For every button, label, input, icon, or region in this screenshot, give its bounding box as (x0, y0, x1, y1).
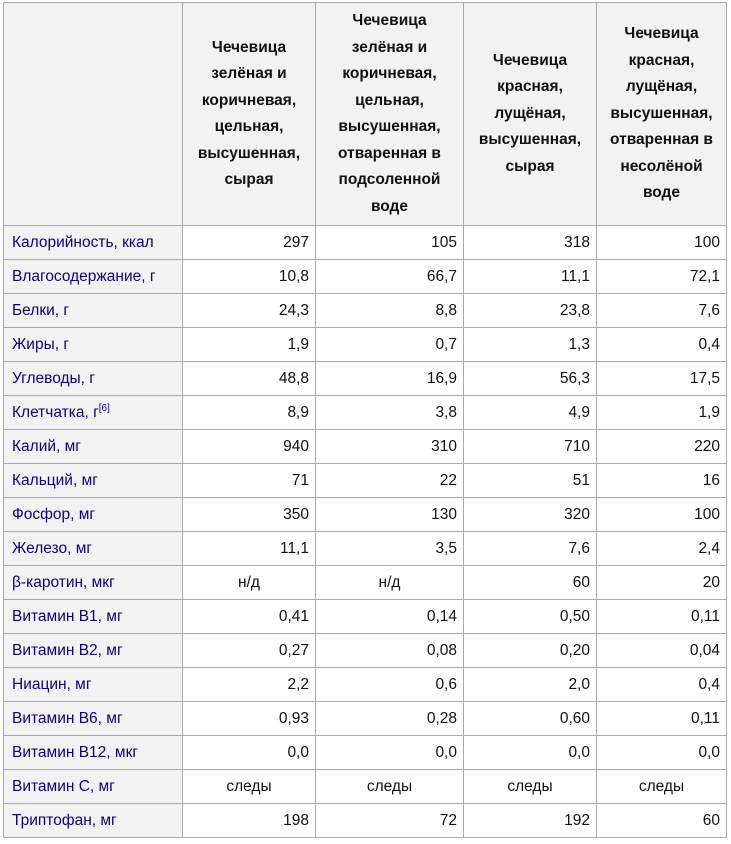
value-cell: 24,3 (183, 294, 316, 328)
value-cell: 1,3 (464, 328, 597, 362)
row-label-text[interactable]: Калорийность, ккал (12, 233, 154, 251)
row-label-text[interactable]: Калий, мг (12, 437, 81, 455)
value-cell: 1,9 (183, 328, 316, 362)
row-label[interactable] (4, 600, 183, 634)
row-label[interactable] (4, 498, 183, 532)
row-label[interactable] (4, 566, 183, 600)
value-cell: 0,20 (464, 634, 597, 668)
value-cell: следы (316, 770, 464, 804)
row-label-text[interactable]: Триптофан, мг (12, 811, 117, 829)
value-cell: 105 (316, 226, 464, 260)
value-cell: 4,9 (464, 396, 597, 430)
value-cell: 100 (597, 498, 727, 532)
table-row (4, 226, 727, 260)
value-cell: 0,0 (464, 736, 597, 770)
row-label-text[interactable]: Витамин C, мг (12, 777, 115, 795)
value-cell: н/д (316, 566, 464, 600)
table-row (4, 702, 727, 736)
value-cell: 3,8 (316, 396, 464, 430)
value-cell: 3,5 (316, 532, 464, 566)
value-cell: 100 (597, 226, 727, 260)
value-cell: 72,1 (597, 260, 727, 294)
value-cell: 297 (183, 226, 316, 260)
row-label-text[interactable]: Витамин B1, мг (12, 607, 123, 625)
value-cell: 8,8 (316, 294, 464, 328)
value-cell: 2,2 (183, 668, 316, 702)
row-label[interactable] (4, 396, 183, 430)
value-cell: 320 (464, 498, 597, 532)
row-label[interactable] (4, 770, 183, 804)
value-cell: 11,1 (464, 260, 597, 294)
value-cell: следы (183, 770, 316, 804)
row-label-text[interactable]: Влагосодержание, г (12, 267, 156, 285)
value-cell: 318 (464, 226, 597, 260)
value-cell: 0,11 (597, 702, 727, 736)
table-body (4, 226, 727, 838)
row-label-text[interactable]: Жиры, г (12, 335, 69, 353)
value-cell: 940 (183, 430, 316, 464)
value-cell: 0,60 (464, 702, 597, 736)
value-cell: 0,04 (597, 634, 727, 668)
reference-link[interactable]: [6] (98, 402, 110, 414)
value-cell: 16 (597, 464, 727, 498)
value-cell: 11,1 (183, 532, 316, 566)
value-cell: 0,4 (597, 668, 727, 702)
header-corner-cell (4, 3, 183, 226)
value-cell: 71 (183, 464, 316, 498)
row-label[interactable] (4, 362, 183, 396)
table-row (4, 736, 727, 770)
value-cell: 0,0 (183, 736, 316, 770)
value-cell: 192 (464, 804, 597, 838)
table-row (4, 260, 727, 294)
row-label[interactable] (4, 702, 183, 736)
table-row (4, 600, 727, 634)
row-label-text[interactable]: Витамин B12, мкг (12, 743, 139, 761)
row-label[interactable] (4, 634, 183, 668)
header-red-raw: Чечевица красная, лущёная, высушенная, сырая (464, 3, 597, 226)
value-cell: 0,27 (183, 634, 316, 668)
value-cell: 1,9 (597, 396, 727, 430)
value-cell: 198 (183, 804, 316, 838)
row-label[interactable] (4, 328, 183, 362)
row-label[interactable] (4, 532, 183, 566)
value-cell: 0,41 (183, 600, 316, 634)
value-cell: 17,5 (597, 362, 727, 396)
table-row (4, 498, 727, 532)
value-cell: 0,7 (316, 328, 464, 362)
value-cell: 0,0 (316, 736, 464, 770)
table-row (4, 770, 727, 804)
value-cell: н/д (183, 566, 316, 600)
row-label[interactable] (4, 260, 183, 294)
row-label-text[interactable]: Белки, г (12, 301, 70, 319)
value-cell: 56,3 (464, 362, 597, 396)
header-red-boiled: Чечевица красная, лущёная, высушенная, отваренная в несолёной воде (597, 3, 727, 226)
value-cell: 0,6 (316, 668, 464, 702)
value-cell: 0,4 (597, 328, 727, 362)
value-cell: следы (597, 770, 727, 804)
row-label[interactable] (4, 464, 183, 498)
table-row (4, 430, 727, 464)
table-row (4, 328, 727, 362)
value-cell: 60 (597, 804, 727, 838)
value-cell: следы (464, 770, 597, 804)
value-cell: 60 (464, 566, 597, 600)
table-row (4, 804, 727, 838)
value-cell: 0,11 (597, 600, 727, 634)
value-cell: 22 (316, 464, 464, 498)
value-cell: 130 (316, 498, 464, 532)
row-label-text[interactable]: Фосфор, мг (12, 505, 96, 523)
value-cell: 0,50 (464, 600, 597, 634)
row-label-text[interactable]: Железо, мг (12, 539, 93, 557)
row-label[interactable] (4, 294, 183, 328)
value-cell: 8,9 (183, 396, 316, 430)
row-label-text[interactable]: Витамин B6, мг (12, 709, 123, 727)
value-cell: 0,14 (316, 600, 464, 634)
row-label[interactable] (4, 804, 183, 838)
nutrition-table (3, 2, 727, 838)
value-cell: 7,6 (464, 532, 597, 566)
table-row (4, 396, 727, 430)
table-row (4, 566, 727, 600)
value-cell: 2,4 (597, 532, 727, 566)
value-cell: 20 (597, 566, 727, 600)
row-label[interactable] (4, 668, 183, 702)
value-cell: 23,8 (464, 294, 597, 328)
value-cell: 220 (597, 430, 727, 464)
value-cell: 51 (464, 464, 597, 498)
value-cell: 66,7 (316, 260, 464, 294)
table-row (4, 464, 727, 498)
table-row (4, 668, 727, 702)
value-cell: 310 (316, 430, 464, 464)
row-label[interactable] (4, 226, 183, 260)
value-cell: 710 (464, 430, 597, 464)
table-header (4, 3, 727, 226)
table-row (4, 634, 727, 668)
value-cell: 16,9 (316, 362, 464, 396)
row-label[interactable] (4, 736, 183, 770)
value-cell: 2,0 (464, 668, 597, 702)
row-label-text[interactable]: Кальций, мг (12, 471, 98, 489)
value-cell: 0,93 (183, 702, 316, 736)
row-label-text[interactable]: β-каротин, мкг (12, 573, 115, 591)
header-green-brown-raw: Чечевица зелёная и коричневая, цельная, высушенная, сырая (183, 3, 316, 226)
header-green-brown-boiled: Чечевица зелёная и коричневая, цельная, высушенная, отваренная в подсоленной воде (316, 3, 464, 226)
row-label-text[interactable]: Клетчатка, г (12, 403, 99, 421)
value-cell: 10,8 (183, 260, 316, 294)
value-cell: 350 (183, 498, 316, 532)
value-cell: 0,28 (316, 702, 464, 736)
table-row (4, 362, 727, 396)
value-cell: 0,0 (597, 736, 727, 770)
table-row (4, 294, 727, 328)
value-cell: 48,8 (183, 362, 316, 396)
row-label-text[interactable]: Ниацин, мг (12, 675, 92, 693)
value-cell: 7,6 (597, 294, 727, 328)
value-cell: 0,08 (316, 634, 464, 668)
row-label-text[interactable]: Витамин B2, мг (12, 641, 123, 659)
table-row (4, 532, 727, 566)
row-label[interactable] (4, 430, 183, 464)
row-label-text[interactable]: Углеводы, г (12, 369, 95, 387)
value-cell: 72 (316, 804, 464, 838)
header-row (4, 3, 727, 226)
